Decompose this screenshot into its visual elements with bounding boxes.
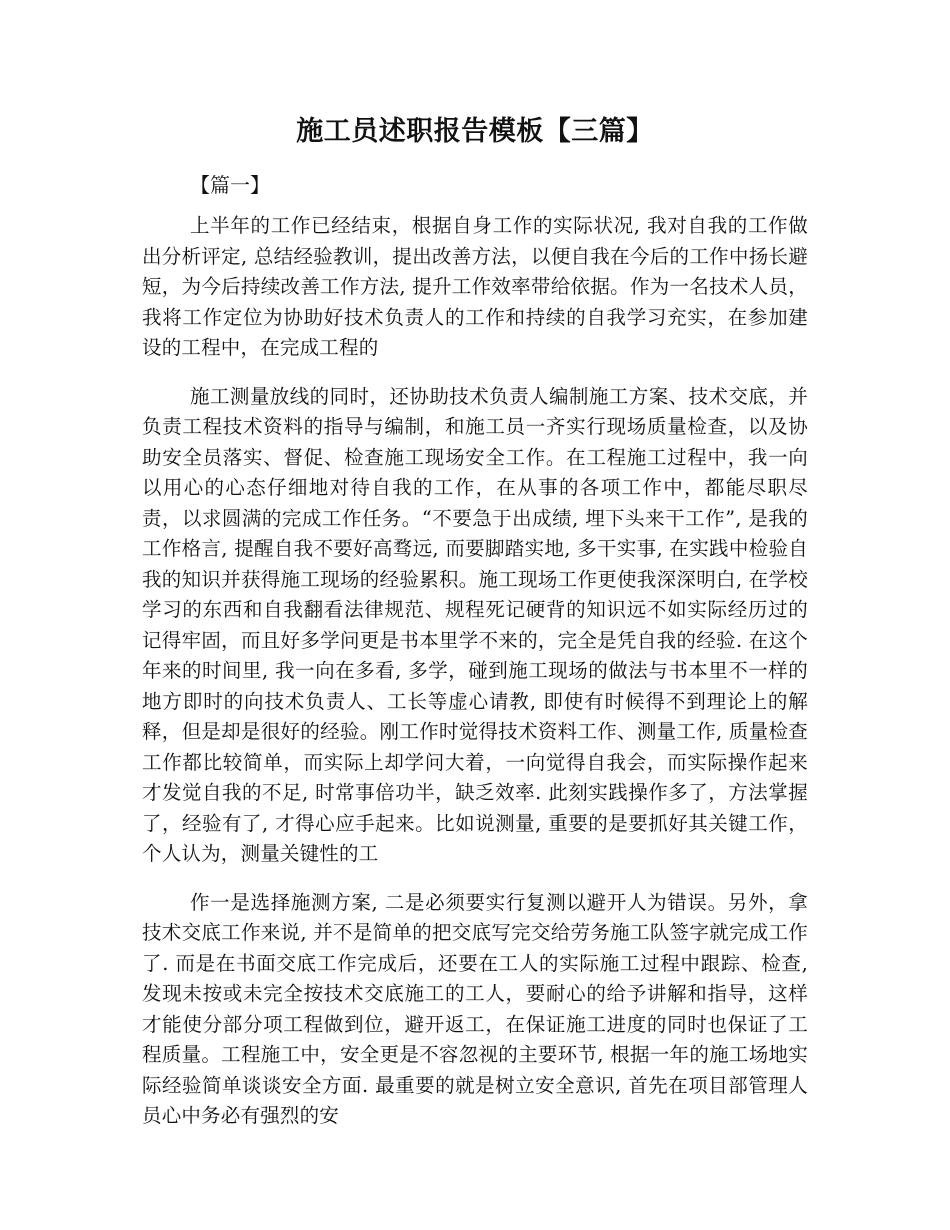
document-body — [142, 211, 808, 1150]
body-paragraph-2: 施工测量放线的同时，还协助技术负责人编制施工方案、技术交底，并负责工程技术资料的指导与编制，和施工员一齐实行现场质量检查，以及协助安全员落实、督促、检查施工现场安全工作。在工程施工过程中，我一向以用心的心态仔细地对待自我的工作，在从事的各项工作中，都能尽职尽责，以求圆满的完成工作任务。“不要急于出成绩, 埋下头来干工作”, 是我的工作格言, 提醒自我不要好高骛远, 而要脚踏实地, 多干实事, 在实践中检验自我的知识并获得施工现场的经验累积。施工现场工作更使我深深明白, 在学校学习的东西和自我翻看法律规范、规程死记硬背的知识远不如实际经历过的记得牢固，而且好多学问更是书本里学不来的，完全是凭自我的经验. 在这个年来的时间里, 我一向在多看, 多学，碰到施工现场的做法与书本里不一样的地方即时的向技术负责人、工长等虚心请教, 即使有时候得不到理论上的解释，但是却是很好的经验。刚工作时觉得技术资料工作、测量工作, 质量检查工作都比较简单，而实际上却学问大着，一向觉得自我会，而实际操作起来才发觉自我的不足, 时常事倍功半，缺乏效率. 此刻实践操作多了，方法掌握了，经验有了, 才得心应手起来。比如说测量, 重要的是要抓好其关键工作，个人认为，测量关键性的工 — [142, 384, 808, 865]
document-title: 施工员述职报告模板【三篇】 — [296, 116, 654, 147]
body-paragraph-3: 作一是选择施测方案, 二是必须要实行复测以避开人为错误。另外，拿技术交底工作来说, 并不是简单的把交底写完交给劳务施工队签字就完成工作了. 而是在书面交底工作完成后，还要在工人的实际施工过程中跟踪、检查, 发现未按或未完全按技术交底施工的工人，要耐心的给予讲解和指导，这样才能使分部分项工程做到位，避开返工，在保证施工进度的同时也保证了工程质量。工程施工中，安全更是不容忽视的主要环节, 根据一年的施工场地实际经验简单谈谈安全方面. 最重要的就是树立安全意识, 首先在项目部管理人员心中务必有强烈的安 — [142, 890, 808, 1127]
section-heading: 【篇一】 — [190, 173, 270, 197]
body-paragraph-1: 上半年的工作已经结束，根据自身工作的实际状况, 我对自我的工作做出分析评定, 总结经验教训，提出改善方法，以便自我在今后的工作中扬长避短，为今后持续改善工作方法, 提升工作效率带给依据。作为一名技术人员，我将工作定位为协助好技术负责人的工作和持续的自我学习充实，在参加建设的工程中，在完成工程的 — [142, 214, 808, 359]
